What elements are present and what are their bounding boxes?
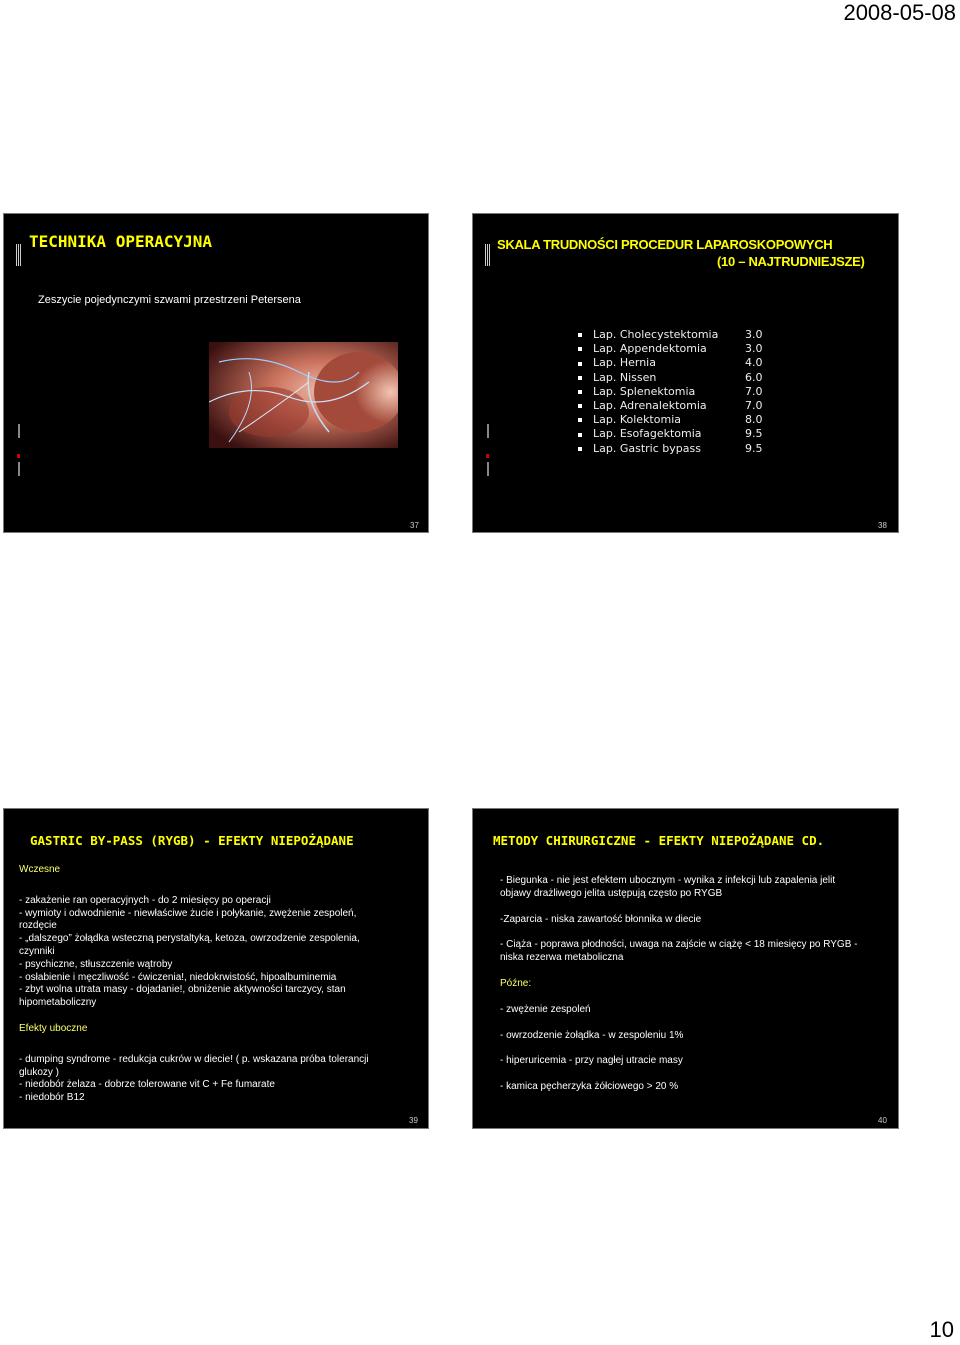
section-heading-late: Późne: bbox=[500, 977, 532, 989]
section-heading-early: Wczesne bbox=[19, 864, 61, 875]
slide-number: 38 bbox=[878, 521, 887, 530]
slide-37 bbox=[3, 213, 429, 533]
text-line: czynniki bbox=[19, 945, 55, 957]
slide-number: 40 bbox=[878, 1116, 887, 1125]
text-line: - osłabienie i męczliwość - ćwiczenia!, niedokrwistość, hipoalbuminemia bbox=[19, 971, 337, 983]
list-item: Lap. Splenektomia 7.0 bbox=[578, 385, 775, 399]
text-line: - Biegunka - nie jest efektem ubocznym - wynika z infekcji lub zapalenia jelit bbox=[500, 875, 836, 886]
text-line: - zakażenie ran operacyjnych - do 2 miesięcy po operacji bbox=[19, 894, 271, 906]
text-line: - „dalszego” żołądka wsteczną perystaltyką, ketoza, owrzodzenie zespolenia, bbox=[19, 933, 360, 945]
bullet-icon bbox=[578, 418, 582, 422]
text-line: glukozy ) bbox=[19, 1066, 60, 1078]
text-line: rozdęcie bbox=[19, 920, 57, 932]
bullet-icon bbox=[578, 362, 582, 366]
list-item: Lap. Nissen 6.0 bbox=[578, 371, 775, 385]
surgical-photo bbox=[209, 342, 398, 448]
slide-title: METODY CHIRURGICZNE - EFEKTY NIEPOŻĄDANE CD. bbox=[493, 833, 825, 848]
list-item: - zwężenie zespoleń bbox=[500, 1003, 591, 1015]
list-item: Lap. Adrenalektomia 7.0 bbox=[578, 399, 775, 413]
slide-40 bbox=[472, 808, 899, 1129]
list-item: Lap. Hernia 4.0 bbox=[578, 356, 775, 370]
text-line: - zbyt wolna utrata masy - dojadanie!, obniżenie aktywności tarczycy, stan bbox=[19, 984, 346, 996]
bullet-icon bbox=[578, 447, 582, 451]
list-item: Lap. Kolektomia 8.0 bbox=[578, 413, 775, 427]
slide-title-line1: SKALA TRUDNOŚCI PROCEDUR LAPAROSKOPOWYCH bbox=[497, 237, 833, 252]
slide-subtitle: Zeszycie pojedynczymi szwami przestrzeni Petersena bbox=[38, 294, 301, 306]
slide-number: 37 bbox=[410, 521, 419, 530]
page-date: 2008-05-08 bbox=[843, 0, 956, 25]
slide-body bbox=[19, 864, 419, 1105]
slide-decoration bbox=[16, 244, 22, 533]
list-item: - hiperuricemia - przy nagłej utracie masy bbox=[500, 1055, 683, 1067]
list-item: Lap. Gastric bypass 9.5 bbox=[578, 442, 775, 456]
bullet-icon bbox=[578, 376, 582, 380]
bullet-icon bbox=[578, 433, 582, 437]
slide-title: TECHNIKA OPERACYJNA bbox=[29, 232, 213, 251]
slide-body bbox=[500, 875, 890, 1094]
slide-38 bbox=[472, 213, 899, 533]
list-item: - owrzodzenie żołądka - w zespoleniu 1% bbox=[500, 1029, 684, 1041]
text-line: - Ciąża - poprawa płodności, uwaga na zajście w ciążę < 18 miesięcy po RYGB - bbox=[500, 939, 858, 951]
section-heading-side: Efekty uboczne bbox=[19, 1022, 88, 1034]
text-line: objawy drażliwego jelita ustępują często po RYGB bbox=[500, 887, 723, 899]
bullet-icon bbox=[578, 333, 582, 337]
page-number: 10 bbox=[929, 1317, 954, 1342]
text-line: - dumping syndrome - redukcja cukrów w diecie! ( p. wskazana próba tolerancji bbox=[19, 1053, 369, 1065]
text-line: - wymioty i odwodnienie - niewłaściwe żucie i połykanie, zwężenie zespoleń, bbox=[19, 907, 357, 919]
slide-title: GASTRIC BY-PASS (RYGB) - EFEKTY NIEPOŻĄDANE bbox=[30, 833, 354, 848]
bullet-icon bbox=[578, 404, 582, 408]
list-item: - kamica pęcherzyka żółciowego > 20 % bbox=[500, 1081, 679, 1093]
slide-number: 39 bbox=[409, 1116, 418, 1125]
difficulty-list bbox=[578, 328, 775, 456]
slide-39 bbox=[3, 808, 429, 1129]
text-line: niska rezerwa metaboliczna bbox=[500, 952, 624, 964]
list-item: Lap. Appendektomia 3.0 bbox=[578, 342, 775, 356]
bullet-icon bbox=[578, 347, 582, 351]
slide-title-line2: (10 – NAJTRUDNIEJSZE) bbox=[717, 254, 865, 269]
text-line: -Zaparcia - niska zawartość błonnika w diecie bbox=[500, 913, 702, 925]
text-line: hipometaboliczny bbox=[19, 997, 97, 1009]
text-line: - psychiczne, stłuszczenie wątroby bbox=[19, 958, 173, 970]
bullet-icon bbox=[578, 390, 582, 394]
list-item: Lap. Esofagektomia 9.5 bbox=[578, 427, 775, 441]
list-item: Lap. Cholecystektomia 3.0 bbox=[578, 328, 775, 342]
text-line: - niedobór żelaza - dobrze tolerowane vit C + Fe fumarate bbox=[19, 1079, 275, 1091]
slide-decoration bbox=[485, 244, 491, 533]
text-line: - niedobór B12 bbox=[19, 1092, 85, 1104]
